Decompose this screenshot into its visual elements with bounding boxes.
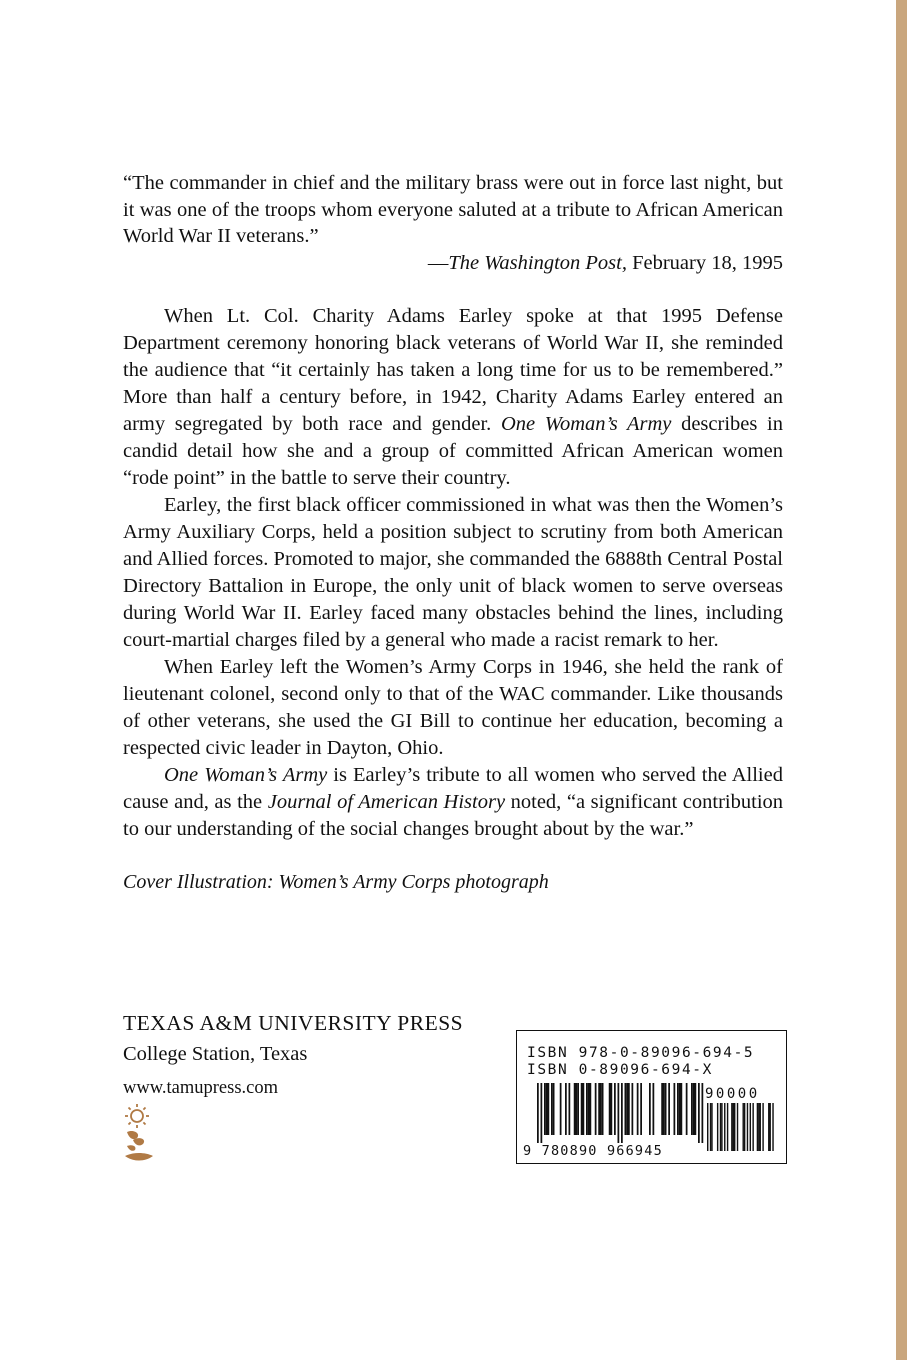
addon-bars bbox=[707, 1103, 774, 1151]
addon-bar bbox=[772, 1103, 773, 1151]
barcode-bar bbox=[686, 1083, 688, 1135]
addon-bar bbox=[750, 1103, 751, 1151]
barcode-bar bbox=[640, 1083, 642, 1135]
barcode-bar bbox=[586, 1083, 588, 1135]
cover-credit: Cover Illustration: Women’s Army Corps photograph bbox=[123, 871, 549, 893]
barcode-bar bbox=[632, 1083, 634, 1135]
barcode-bar bbox=[588, 1083, 590, 1135]
barcode-bar bbox=[600, 1083, 602, 1135]
publisher-url: www.tamupress.com bbox=[123, 1078, 278, 1098]
isbn-10: ISBN 0-89096-694-X bbox=[527, 1062, 713, 1078]
barcode-bar bbox=[702, 1083, 704, 1143]
barcode-bar bbox=[681, 1083, 683, 1135]
attribution-source: The Washington Post, bbox=[448, 251, 627, 274]
barcode-bar bbox=[614, 1083, 616, 1135]
barcode-bar bbox=[574, 1083, 576, 1135]
barcode-bar bbox=[693, 1083, 695, 1135]
isbn-13: ISBN 978-0-89096-694-5 bbox=[527, 1045, 755, 1061]
addon-bar bbox=[743, 1103, 744, 1151]
barcode-bar bbox=[661, 1083, 663, 1135]
paragraph-1-text-a: When Lt. Col. Charity Adams Earley spoke at that 1995 Defense Department ceremony honoring black veterans of World War II, she reminded the audience that “it certainly has taken a long time for us to be remembered.” More than half a century before, in 1942, Charity Adams Earley entered an army segregated by both race and gender. bbox=[123, 305, 783, 435]
barcode-box bbox=[516, 1030, 787, 1164]
barcode-bar bbox=[595, 1083, 597, 1135]
addon-bar bbox=[727, 1103, 728, 1151]
cover-text bbox=[123, 170, 783, 895]
addon-bar bbox=[733, 1103, 734, 1151]
barcode-bar bbox=[674, 1083, 676, 1135]
addon-bar bbox=[717, 1103, 718, 1151]
barcode-bar bbox=[698, 1083, 700, 1143]
addon-bar bbox=[721, 1103, 722, 1151]
addon-bar bbox=[762, 1103, 763, 1151]
barcode-bar bbox=[598, 1083, 600, 1135]
barcode-bar bbox=[541, 1083, 543, 1143]
barcode-bar bbox=[621, 1083, 623, 1143]
barcode-bar bbox=[537, 1083, 539, 1143]
barcode-addon: 90000 bbox=[705, 1086, 760, 1102]
attribution-dash: — bbox=[427, 251, 449, 274]
paragraph-3: When Earley left the Women’s Army Corps in 1946, she held the rank of lieutenant colonel, second only to that of the WAC commander. Like thousands of other veterans, she used the GI Bill to continue her education, becoming a respected civic leader in Dayton, Ohio. bbox=[123, 656, 783, 759]
paragraph-1-text-b: describes in candid detail how she and a group of committed African American women “rode point” in the battle to serve their country. bbox=[123, 413, 783, 489]
barcode-bar bbox=[576, 1083, 578, 1135]
addon-bar bbox=[744, 1103, 745, 1151]
barcode-bar bbox=[626, 1083, 628, 1135]
book-title: One Woman’s Army bbox=[500, 413, 672, 435]
quote-attribution bbox=[123, 250, 783, 277]
barcode-bar bbox=[546, 1083, 548, 1135]
barcode-bar bbox=[565, 1083, 567, 1135]
paragraph-1 bbox=[123, 303, 783, 492]
barcode-bar bbox=[569, 1083, 571, 1135]
addon-bar bbox=[747, 1103, 748, 1151]
barcode-bar bbox=[628, 1083, 630, 1135]
addon-bar bbox=[757, 1103, 758, 1151]
paragraph-2: Earley, the first black officer commissioned in what was then the Women’s Army Auxiliary Corps, held a position subject to scrutiny from both American and Allied forces. Promoted to major, she commanded the 6888th Central Postal Directory Battalion in Europe, the only unit of black women to serve overseas during World War II. Earley faced many obstacles behind the lines, including court-martial charges filed by a general who made a racist remark to her. bbox=[123, 494, 783, 651]
barcode-bar bbox=[551, 1083, 553, 1135]
addon-bar bbox=[734, 1103, 735, 1151]
barcode-bar bbox=[590, 1083, 592, 1135]
addon-bar bbox=[737, 1103, 738, 1151]
barcode-bar bbox=[665, 1083, 667, 1135]
barcode-bar bbox=[544, 1083, 546, 1135]
addon-bar bbox=[710, 1103, 711, 1151]
addon-bar bbox=[768, 1103, 769, 1151]
addon-bar bbox=[724, 1103, 725, 1151]
barcode-bar bbox=[560, 1083, 562, 1135]
press-logo-icon bbox=[123, 1102, 159, 1166]
addon-bar bbox=[758, 1103, 759, 1151]
barcode-bar bbox=[577, 1083, 579, 1135]
quote-text: “The commander in chief and the military brass were out in force last night, but it was one of the troops whom everyone saluted at a tribute to African American World War II veterans.” bbox=[123, 172, 783, 247]
book-title: One Woman’s Army bbox=[164, 764, 328, 786]
barcode-bar bbox=[663, 1083, 665, 1135]
journal-title: Journal of American History bbox=[267, 791, 506, 813]
barcode-bar bbox=[668, 1083, 670, 1135]
paragraph-4 bbox=[123, 762, 783, 843]
description bbox=[123, 303, 783, 843]
barcode-bar bbox=[653, 1083, 655, 1135]
barcode-bar bbox=[611, 1083, 613, 1135]
barcode-bar bbox=[553, 1083, 555, 1135]
addon-bar bbox=[752, 1103, 753, 1151]
barcode-bar bbox=[677, 1083, 679, 1135]
barcode-bar bbox=[691, 1083, 693, 1135]
barcode-bar bbox=[548, 1083, 550, 1135]
paragraph-4-text-a: is Earley’s tribute to all women who served the Allied cause and, as the bbox=[123, 764, 783, 813]
addon-bar bbox=[720, 1103, 721, 1151]
publisher-city: College Station, Texas bbox=[123, 1043, 308, 1065]
barcode-bar bbox=[649, 1083, 651, 1135]
spine-edge bbox=[896, 0, 907, 1360]
barcode-bar bbox=[618, 1083, 620, 1143]
barcode-bar bbox=[625, 1083, 627, 1135]
barcode-bar bbox=[609, 1083, 611, 1135]
barcode-ean: 9 780890 966945 bbox=[523, 1143, 663, 1159]
barcode-bar bbox=[679, 1083, 681, 1135]
barcode-bar bbox=[581, 1083, 583, 1135]
addon-bar bbox=[731, 1103, 732, 1151]
barcode-bar bbox=[695, 1083, 697, 1135]
pull-quote bbox=[123, 170, 783, 276]
addon-bar bbox=[711, 1103, 712, 1151]
addon-bar bbox=[760, 1103, 761, 1151]
barcode-bar bbox=[637, 1083, 639, 1135]
ean-bars bbox=[537, 1083, 703, 1143]
publisher-name: TEXAS A&M UNIVERSITY PRESS bbox=[123, 1011, 464, 1035]
barcode-bar bbox=[602, 1083, 604, 1135]
paragraph-4-text-b: noted, “a significant contribution to our understanding of the social changes brought about by the war.” bbox=[123, 791, 784, 840]
addon-bar bbox=[769, 1103, 770, 1151]
addon-bar bbox=[707, 1103, 708, 1151]
barcode-bar bbox=[583, 1083, 585, 1135]
publisher-block bbox=[123, 1010, 513, 1100]
attribution-date: February 18, 1995 bbox=[626, 251, 783, 274]
